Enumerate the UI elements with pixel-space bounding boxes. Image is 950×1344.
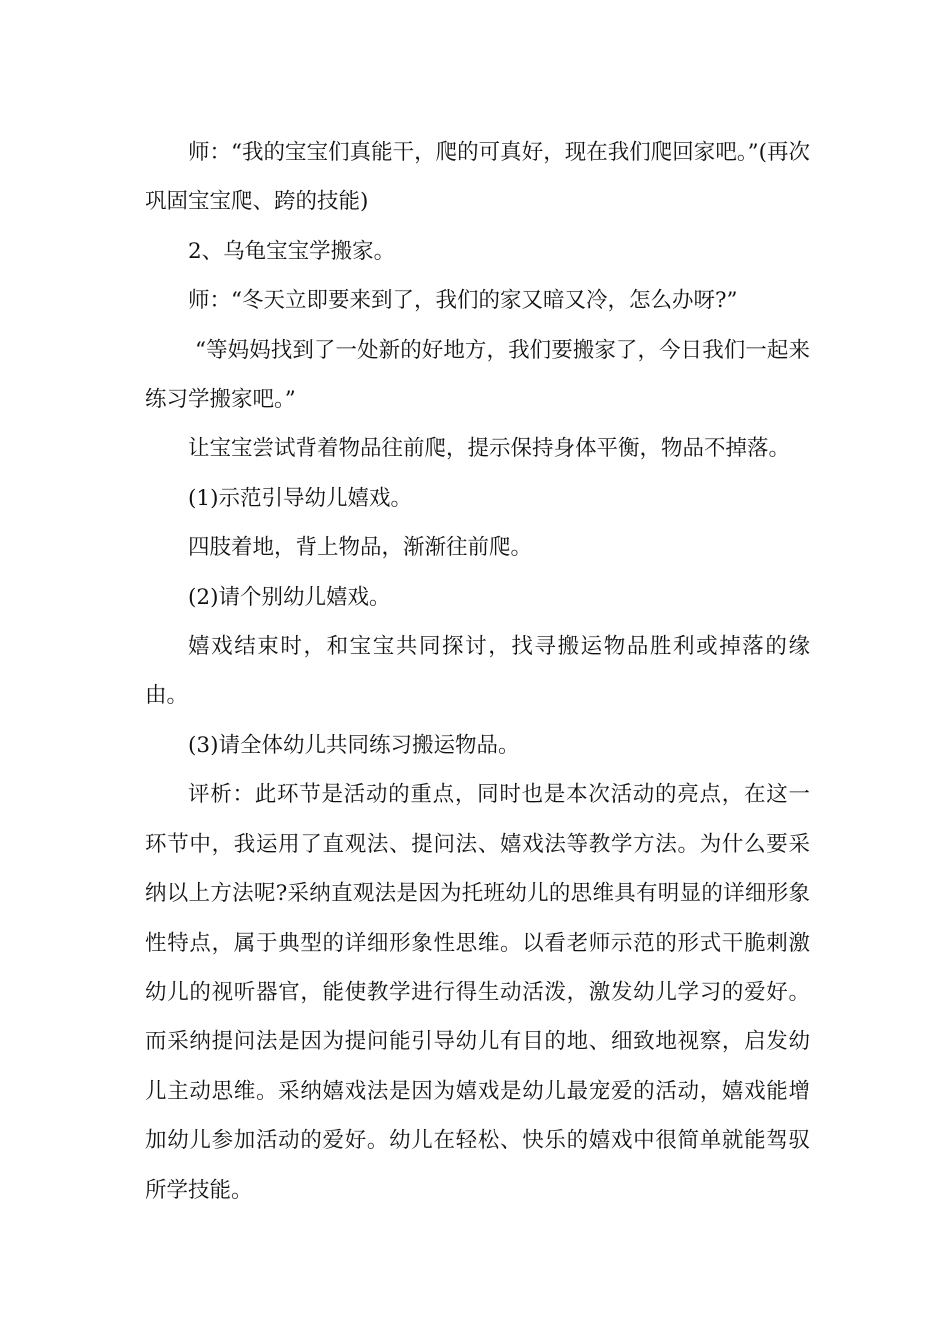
paragraph-step-2-detail: 嬉戏结束时，和宝宝共同探讨，找寻搬运物品胜利或掉落的缘由。 (145, 634, 810, 709)
paragraph-moving-quote: “等妈妈找到了一处新的好地方，我们要搬家了，今日我们一起来练习学搬家吧。” (145, 337, 810, 413)
paragraph-carry-items: 让宝宝尝试背着物品往前爬，提示保持身体平衡，物品不掉落。 (188, 436, 791, 462)
paragraph-step-3: (3)请全体幼儿共同练习搬运物品。 (188, 732, 520, 758)
document-body (145, 128, 810, 1215)
paragraph-teacher-crawl-home: 师：“我的宝宝们真能干，爬的可真好，现在我们爬回家吧。”(再次巩固宝宝爬、跨的技能) (145, 140, 810, 215)
paragraph-step-2: (2)请个别幼儿嬉戏。 (188, 584, 391, 610)
paragraph-step-1-detail: 四肢着地，背上物品，渐渐往前爬。 (188, 535, 533, 561)
paragraph-step-1: (1)示范引导幼儿嬉戏。 (188, 485, 412, 511)
paragraph-analysis: 评析：此环节是活动的重点，同时也是本次活动的亮点，在这一环节中，我运用了直观法、提问法、嬉戏法等教学方法。为什么要采纳以上方法呢?采纳直观法是因为托班幼儿的思维具有明显的详细形象性特点，属于典型的详细形象性思维。以看老师示范的形式干脆刺激幼儿的视听器官，能使教学进行得生动活泼，激发幼儿学习的爱好。而采纳提问法是因为提问能引导幼儿有目的地、细致地视察，启发幼儿主动思维。采纳嬉戏法是因为嬉戏是幼儿最宠爱的活动，嬉戏能增加幼儿参加活动的爱好。幼儿在轻松、快乐的嬉戏中很简单就能驾驭所学技能。 (145, 782, 810, 1203)
paragraph-section-heading: 2、乌龟宝宝学搬家。 (188, 238, 396, 264)
paragraph-teacher-winter: 师：“冬天立即要来到了，我们的家又暗又冷，怎么办呀?” (188, 288, 738, 314)
